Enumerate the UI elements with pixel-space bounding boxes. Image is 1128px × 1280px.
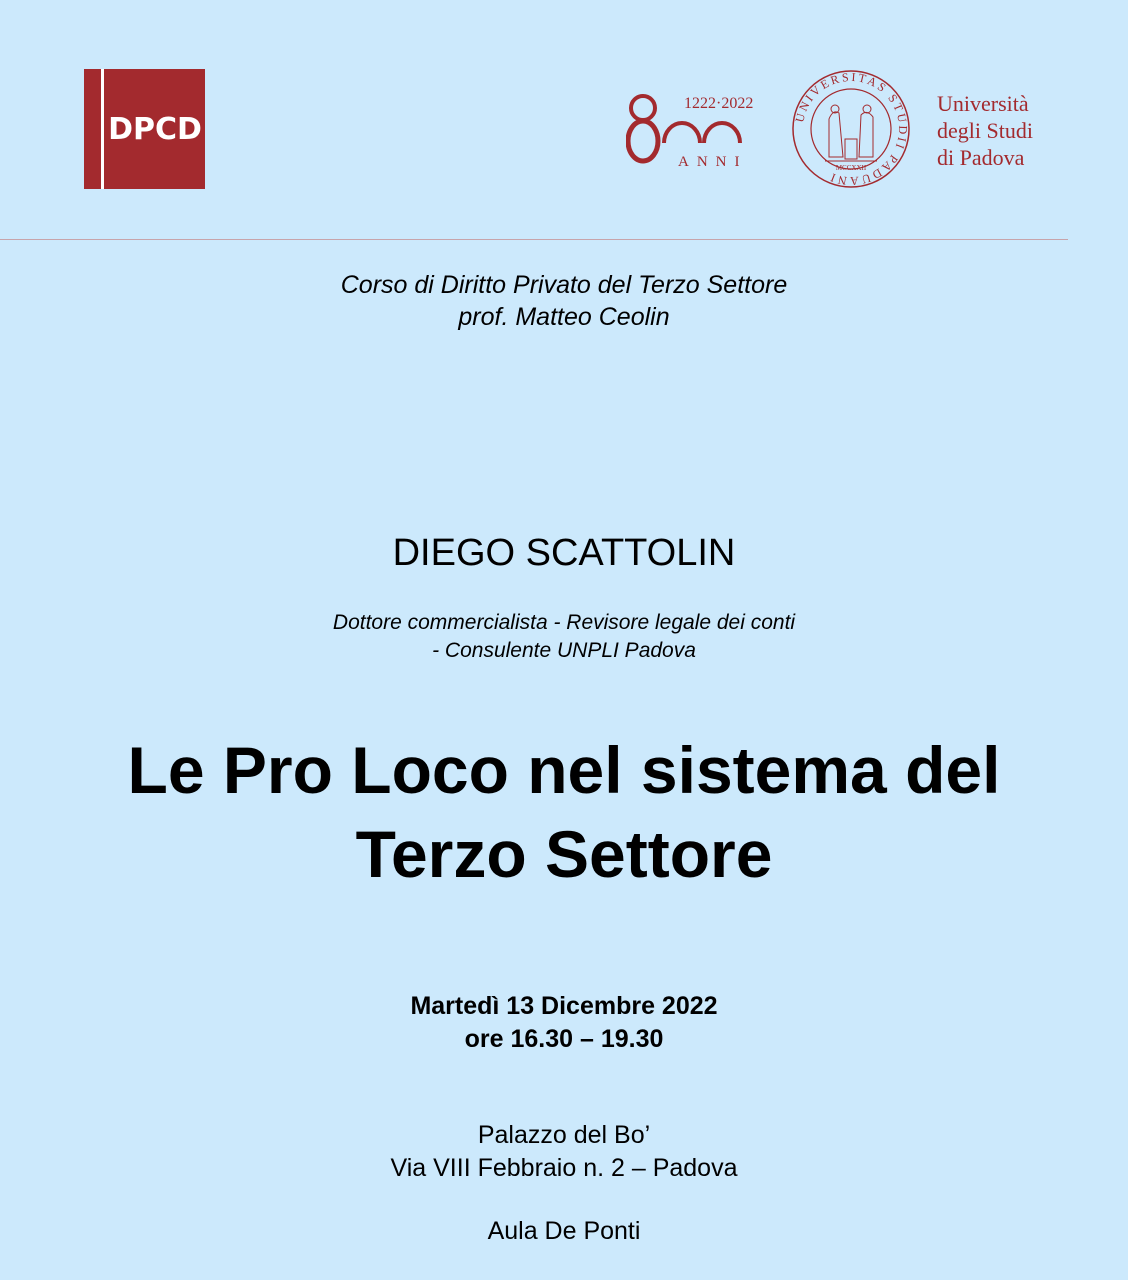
anniversary-zero-arch-1 [664,123,700,143]
speaker-name: DIEGO SCATTOLIN [392,532,736,574]
anniversary-eight-top [631,96,655,120]
event-title-line1: Le Pro Loco nel sistema del [127,733,1001,807]
university-seal [791,69,911,189]
seal-ring-text: UNIVERSITAS STUDII PADUANI [792,69,911,189]
speaker-role-line1: Dottore commercialista - Revisore legale dei conti [332,611,796,634]
seal-inner-ring [811,89,891,169]
anniversary-zero-arch-2 [704,123,740,143]
university-name-logo [937,90,1087,171]
seal-year: MCCXXII [835,164,867,172]
event-time: ore 16.30 – 19.30 [464,1025,664,1053]
event-venue: Palazzo del Bo’ [477,1121,651,1149]
event-title-line2: Terzo Settore [355,817,773,891]
anniversary-eight-bottom [628,121,658,161]
anniversary-800-logo [626,86,768,172]
header-divider [0,239,1068,240]
course-title: Corso di Diritto Privato del Terzo Settore [340,271,788,299]
seal-figures-icon [825,105,877,161]
event-address: Via VIII Febbraio n. 2 – Padova [390,1154,738,1182]
course-professor: prof. Matteo Ceolin [458,303,670,331]
university-name-line3: di Padova [937,145,1025,170]
anniversary-anni: ANNI [678,154,748,170]
speaker-role-line2: - Consulente UNPLI Padova [432,639,696,662]
dpcd-logo [84,69,205,189]
anniversary-years: 1222·2022 [684,95,754,112]
event-room: Aula De Ponti [487,1217,641,1245]
dpcd-logo-stripe [101,69,104,189]
university-name-line2: degli Studi [937,118,1033,143]
dpcd-logo-text: DPCD [108,111,202,147]
event-date: Martedì 13 Dicembre 2022 [410,992,718,1020]
university-name-line1: Università [937,91,1029,116]
